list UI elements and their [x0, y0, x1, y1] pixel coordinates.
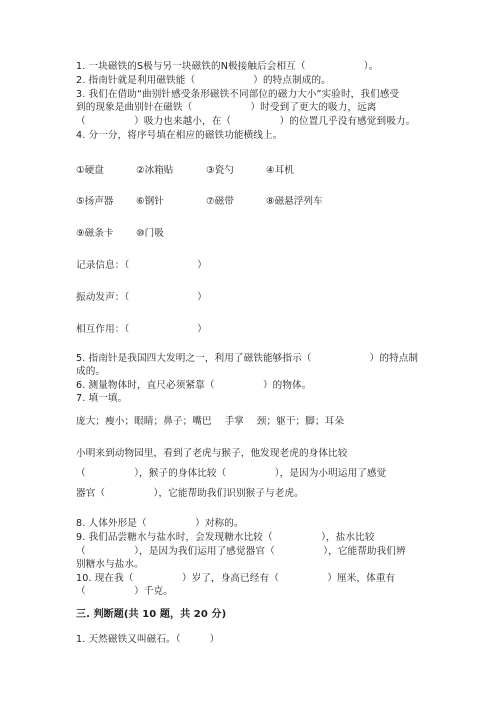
option-item: ③瓷勺 [206, 165, 234, 176]
question-4: 4. 分一分，将序号填在相应的磁铁功能横线上。 [76, 130, 283, 141]
question-5-line-2: 成的。 [76, 366, 106, 377]
question-6: 6. 测量物体时，直尺必须紧靠（ ）的物体。 [76, 380, 312, 391]
question-1: 1. 一块磁铁的S极与另一块磁铁的N极接触后会相互（ ）。 [76, 61, 379, 72]
option-item: ⑦磁带 [206, 196, 234, 207]
answer-vibration-sound: 振动发声：（ ） [76, 292, 207, 303]
option-item: ⑧磁悬浮列车 [266, 196, 323, 207]
question-7-text-3: 器官（ ），它能帮助我们识别猴子与老虎。 [76, 488, 304, 499]
option-item: ⑩门吸 [136, 228, 164, 239]
question-3-line-3: （ ）吸力也来越小，在（ ）的位置几乎没有感觉到吸力。 [76, 116, 416, 127]
body-parts-options: 庞大；瘦小；眼睛；鼻子；嘴巴 手掌 颈；躯干；脚；耳朵 [76, 416, 345, 427]
question-3-line-2: 到的现象是曲别针在磁铁（ ）时受到了更大的吸力，远离 [76, 102, 377, 113]
question-10-line-2: （ ）千克。 [76, 586, 173, 597]
answer-interaction: 相互作用：（ ） [76, 324, 207, 335]
question-7: 7. 填一填。 [76, 393, 128, 404]
judge-question-1: 1. 天然磁铁又叫磁石。（ ） [76, 634, 220, 645]
option-item: ⑨磁条卡 [76, 228, 114, 239]
question-9-line-2: （ ），是因为我们运用了感觉器官（ ），它能帮助我们辨 [76, 546, 406, 557]
option-item: ④耳机 [266, 165, 294, 176]
options-row-3 [76, 227, 416, 241]
section-title: 三. 判断题(共 10 题，共 20 分) [76, 609, 227, 620]
option-item: ①硬盘 [76, 165, 104, 176]
question-8: 8. 人体外形是（ ）对称的。 [76, 518, 244, 529]
options-row-1 [76, 164, 416, 178]
option-item: ⑤扬声器 [76, 196, 114, 207]
question-9-line-1: 9. 我们品尝糖水与盐水时，会发现糖水比较（ ），盐水比较 [76, 532, 375, 543]
question-10-line-1: 10. 现在我（ ）岁了，身高已经有（ ）厘米，体重有 [76, 573, 396, 584]
answer-record-info: 记录信息：（ ） [76, 260, 207, 271]
question-7-text-1: 小明来到动物园里，看到了老虎与猴子，他发现老虎的身体比较 [76, 448, 348, 459]
question-3-line-1: 3. 我们在借助“曲别针感受条形磁铁不同部位的磁力大小”实验时，我们感受 [76, 89, 400, 100]
question-7-text-2: （ ），猴子的身体比较（ ），是因为小明运用了感觉 [76, 468, 387, 479]
question-5-line-1: 5. 指南针是我国四大发明之一，利用了磁铁能够指示（ ）的特点制 [76, 353, 419, 364]
option-item: ⑥钢针 [136, 196, 164, 207]
question-9-line-3: 别糖水与盐水。 [76, 559, 144, 570]
question-2: 2. 指南针就是利用磁铁能（ ）的特点制成的。 [76, 75, 331, 86]
option-item: ②冰箱贴 [136, 165, 174, 176]
options-row-2 [76, 195, 416, 209]
